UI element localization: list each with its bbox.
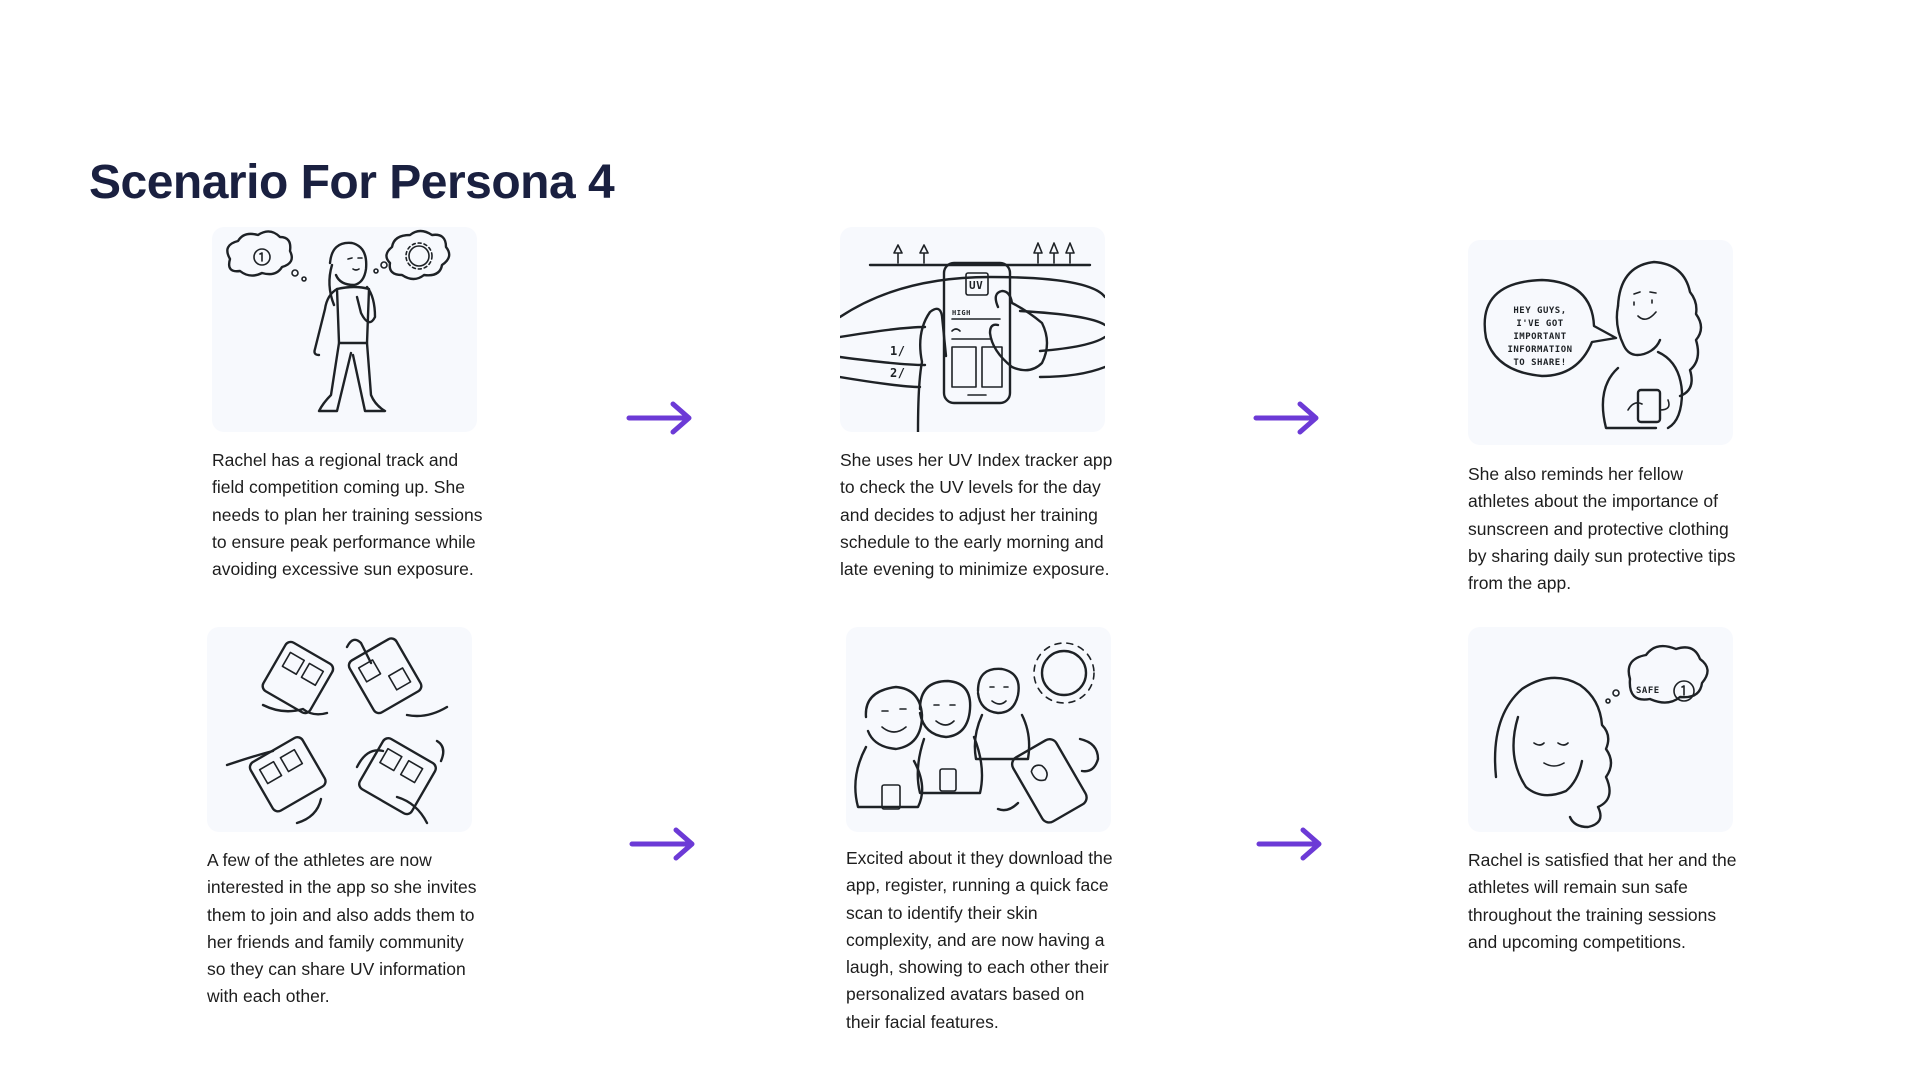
speech-line-2: I'VE GOT	[1516, 319, 1564, 329]
scene-1-caption: Rachel has a regional track and field competition coming up. She needs to plan her training sessions to ensure peak performance while avoiding excessive sun exposure.	[212, 450, 483, 580]
scene-2-caption: She uses her UV Index tracker app to check the UV levels for the day and decides to adjust her training schedule to the early morning and late evening to minimize exposure.	[840, 450, 1113, 580]
arrow-right-icon	[625, 398, 695, 438]
speech-line-5: TO SHARE!	[1513, 358, 1567, 368]
page-title: Scenario For Persona 4	[89, 156, 615, 209]
scene-5-illustration	[846, 627, 1111, 832]
phone-high-label: HIGH	[952, 309, 971, 317]
scene-3-caption: She also reminds her fellow athletes about the importance of sunscreen and protective clothing by sharing daily sun protective tips from the app.	[1468, 464, 1736, 594]
speech-line-1: HEY GUYS,	[1513, 306, 1567, 316]
lane-label-2: 2/	[890, 366, 906, 380]
scene-6-illustration	[1468, 627, 1733, 832]
arrow-right-icon	[1255, 824, 1325, 864]
scene-5-caption: Excited about it they download the app, register, running a quick face scan to identify their skin complexity, and are now having a laugh, showing to each other their personalized avatars based on their facial features.	[846, 848, 1113, 1032]
worried-woman-illustration	[212, 227, 477, 432]
speech-line-4: INFORMATION	[1507, 345, 1573, 355]
arrow-right-icon	[1252, 398, 1322, 438]
arrow-right-icon	[628, 824, 698, 864]
scene-4-caption: A few of the athletes are now interested in the app so she invites them to join and also adds them to her friends and family community so they can share UV information with each other.	[207, 850, 477, 1007]
speech-line-3: IMPORTANT	[1513, 332, 1567, 342]
laughing-athletes-illustration	[846, 627, 1111, 832]
scene-3-illustration	[1468, 240, 1733, 445]
phones-sharing-illustration	[207, 627, 472, 832]
lane-label-1: 1/	[890, 344, 906, 358]
thought-safe-text: SAFE	[1636, 686, 1660, 696]
scene-2-illustration	[840, 227, 1105, 432]
uv-tracker-phone-illustration	[840, 227, 1105, 432]
satisfied-woman-illustration	[1468, 627, 1733, 832]
phone-screen-uv-text: UV	[969, 279, 984, 292]
scene-1-illustration	[212, 227, 477, 432]
scene-4-illustration	[207, 627, 472, 832]
speech-bubble-woman-illustration	[1468, 240, 1733, 445]
scene-6-caption: Rachel is satisfied that her and the athletes will remain sun safe throughout the training sessions and upcoming competitions.	[1468, 850, 1737, 952]
